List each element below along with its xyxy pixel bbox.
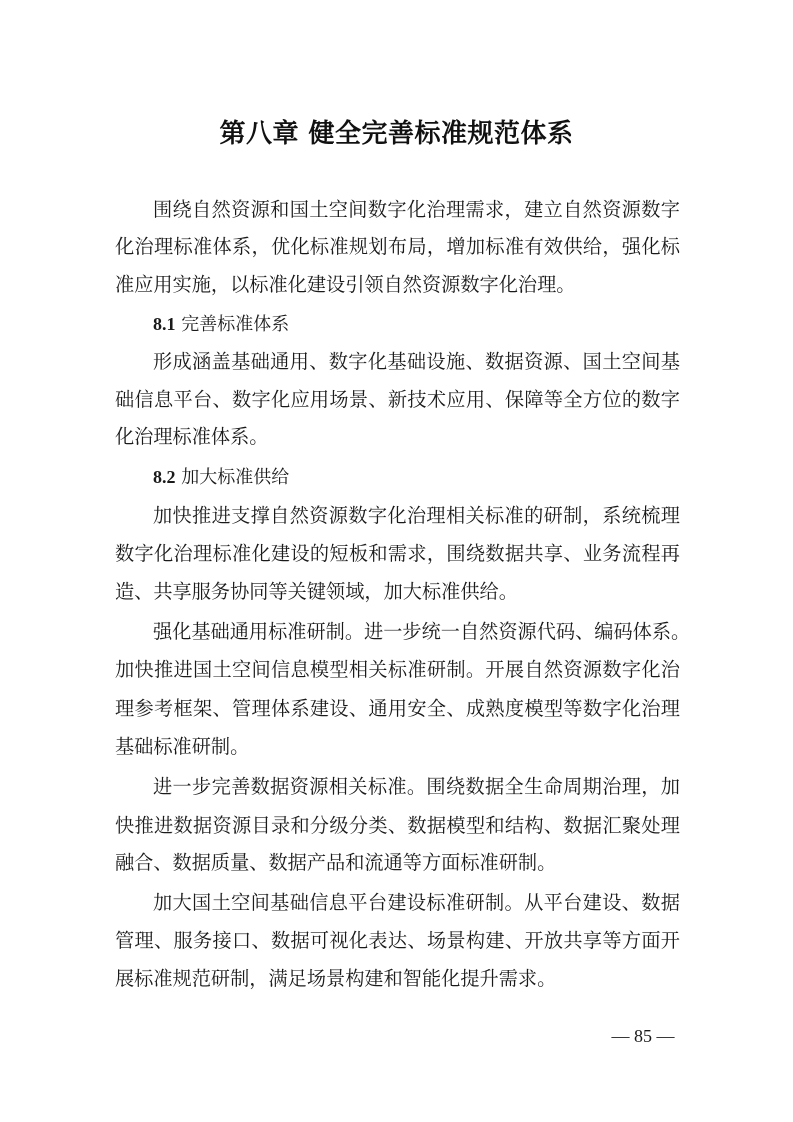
page-number: — 85 — (611, 1026, 675, 1046)
text-line: 围绕自然资源和国土空间数字化治理需求，建立自然资源数字 (153, 198, 680, 221)
text-line: 强化基础通用标准研制。进一步统一自然资源代码、编码体系。 (153, 620, 691, 643)
chapter-title: 第八章 健全完善标准规范体系 (219, 119, 574, 149)
section-title: 完善标准体系 (181, 314, 290, 335)
text-line: 准应用实施，以标准化建设引领自然资源数字化治理。 (115, 273, 576, 296)
section-heading-8-2 (153, 465, 289, 490)
text-line: 形成涵盖基础通用、数字化基础设施、数据资源、国土空间基 (153, 350, 680, 373)
section-heading-8-1 (153, 312, 289, 337)
text-line: 造、共享服务协同等关键领域，加大标准供给。 (115, 580, 518, 603)
text-line: 加大国土空间基础信息平台建设标准研制。从平台建设、数据 (153, 891, 680, 914)
text-line: 化治理标准体系。 (115, 425, 269, 448)
text-line: 础信息平台、数字化应用场景、新技术应用、保障等全方位的数字 (115, 388, 680, 411)
text-line: 融合、数据质量、数据产品和流通等方面标准研制。 (115, 851, 557, 874)
text-line: 展标准规范研制，满足场景构建和智能化提升需求。 (115, 967, 557, 990)
text-line: 化治理标准体系，优化标准规划布局，增加标准有效供给，强化标 (115, 235, 680, 258)
section-number: 8.2 (153, 467, 176, 487)
text-line: 理参考框架、管理体系建设、通用安全、成熟度模型等数字化治理 (115, 697, 680, 720)
text-line: 加快推进支撑自然资源数字化治理相关标准的研制，系统梳理 (153, 504, 680, 527)
text-line: 进一步完善数据资源相关标准。围绕数据全生命周期治理，加 (153, 775, 680, 798)
text-line: 基础标准研制。 (115, 735, 250, 758)
text-line: 管理、服务接口、数据可视化表达、场景构建、开放共享等方面开 (115, 929, 680, 952)
text-line: 加快推进国土空间信息模型相关标准研制。开展自然资源数字化治 (115, 658, 680, 681)
section-number: 8.1 (153, 314, 176, 334)
text-line: 数字化治理标准化建设的短板和需求，围绕数据共享、业务流程再 (115, 542, 680, 565)
section-title: 加大标准供给 (181, 467, 290, 488)
text-line: 快推进数据资源目录和分级分类、数据模型和结构、数据汇聚处理 (115, 814, 680, 837)
